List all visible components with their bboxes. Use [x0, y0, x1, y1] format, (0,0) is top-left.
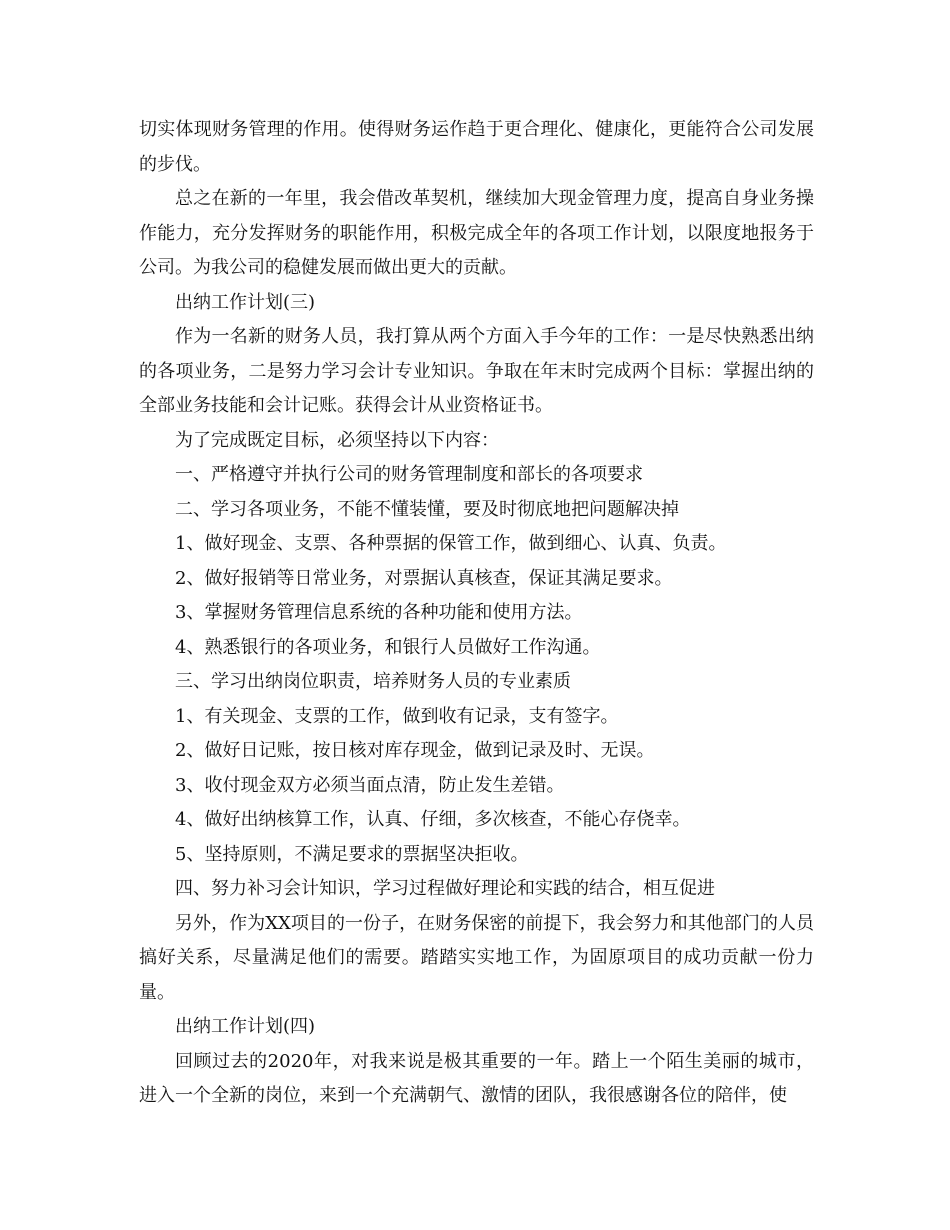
list-heading: 四、努力补习会计知识，学习过程做好理论和实践的结合，相互促进	[175, 878, 715, 899]
list-heading: 一、严格遵守并执行公司的财务管理制度和部长的各项要求	[175, 464, 643, 485]
list-item: 1、做好现金、支票、各种票据的保管工作，做到细心、认真、负责。	[175, 533, 727, 554]
section-heading: 出纳工作计划(四)	[175, 1016, 316, 1037]
paragraph: 为了完成既定目标，必须坚持以下内容：	[175, 429, 499, 451]
document-body	[139, 113, 814, 1114]
paragraph: 回顾过去的2020年，对我来说是极其重要的一年。踏上一个陌生美丽的城市，进入一个全新的岗位，来到一个充满朝气、激情的团队，我很感谢各位的陪伴，使	[139, 1050, 814, 1106]
list-item: 1、有关现金、支票的工作，做到收有记录，支有签字。	[175, 705, 619, 727]
list-item: 4、熟悉银行的各项业务，和银行人员做好工作沟通。	[175, 636, 601, 658]
list-heading: 二、学习各项业务，不能不懂装懂，要及时彻底地把问题解决掉	[175, 498, 679, 520]
list-item: 4、做好出纳核算工作，认真、仔细，多次核查，不能心存侥幸。	[175, 809, 691, 830]
paragraph: 总之在新的一年里，我会借改革契机，继续加大现金管理力度，提高自身业务操作能力，充分发挥财务的职能作用，积极完成全年的各项工作计划，以限度地报务于公司。为我公司的稳健发展而做出更大的贡献。	[139, 188, 814, 278]
list-item: 2、做好报销等日常业务，对票据认真核查，保证其满足要求。	[175, 567, 673, 589]
list-item: 3、收付现金双方必须当面点清，防止发生差错。	[175, 774, 565, 796]
list-item: 5、坚持原则，不满足要求的票据坚决拒收。	[175, 843, 529, 865]
paragraph: 作为一名新的财务人员，我打算从两个方面入手今年的工作：一是尽快熟悉出纳的各项业务，二是努力学习会计专业知识。争取在年末时完成两个目标：掌握出纳的全部业务技能和会计记账。获得会计从业资格证书。	[139, 326, 814, 416]
paragraph: 另外，作为XX项目的一份子，在财务保密的前提下，我会努力和其他部门的人员搞好关系，尽量满足他们的需要。踏踏实实地工作，为固原项目的成功贡献一份力量。	[139, 912, 814, 1003]
list-item: 2、做好日记账，按日核对库存现金，做到记录及时、无误。	[175, 740, 655, 761]
section-heading: 出纳工作计划(三)	[175, 291, 316, 313]
paragraph: 切实体现财务管理的作用。使得财务运作趋于更合理化、健康化，更能符合公司发展的步伐。	[139, 119, 814, 175]
list-item: 3、掌握财务管理信息系统的各种功能和使用方法。	[175, 602, 583, 623]
list-heading: 三、学习出纳岗位职责，培养财务人员的专业素质	[175, 671, 571, 692]
